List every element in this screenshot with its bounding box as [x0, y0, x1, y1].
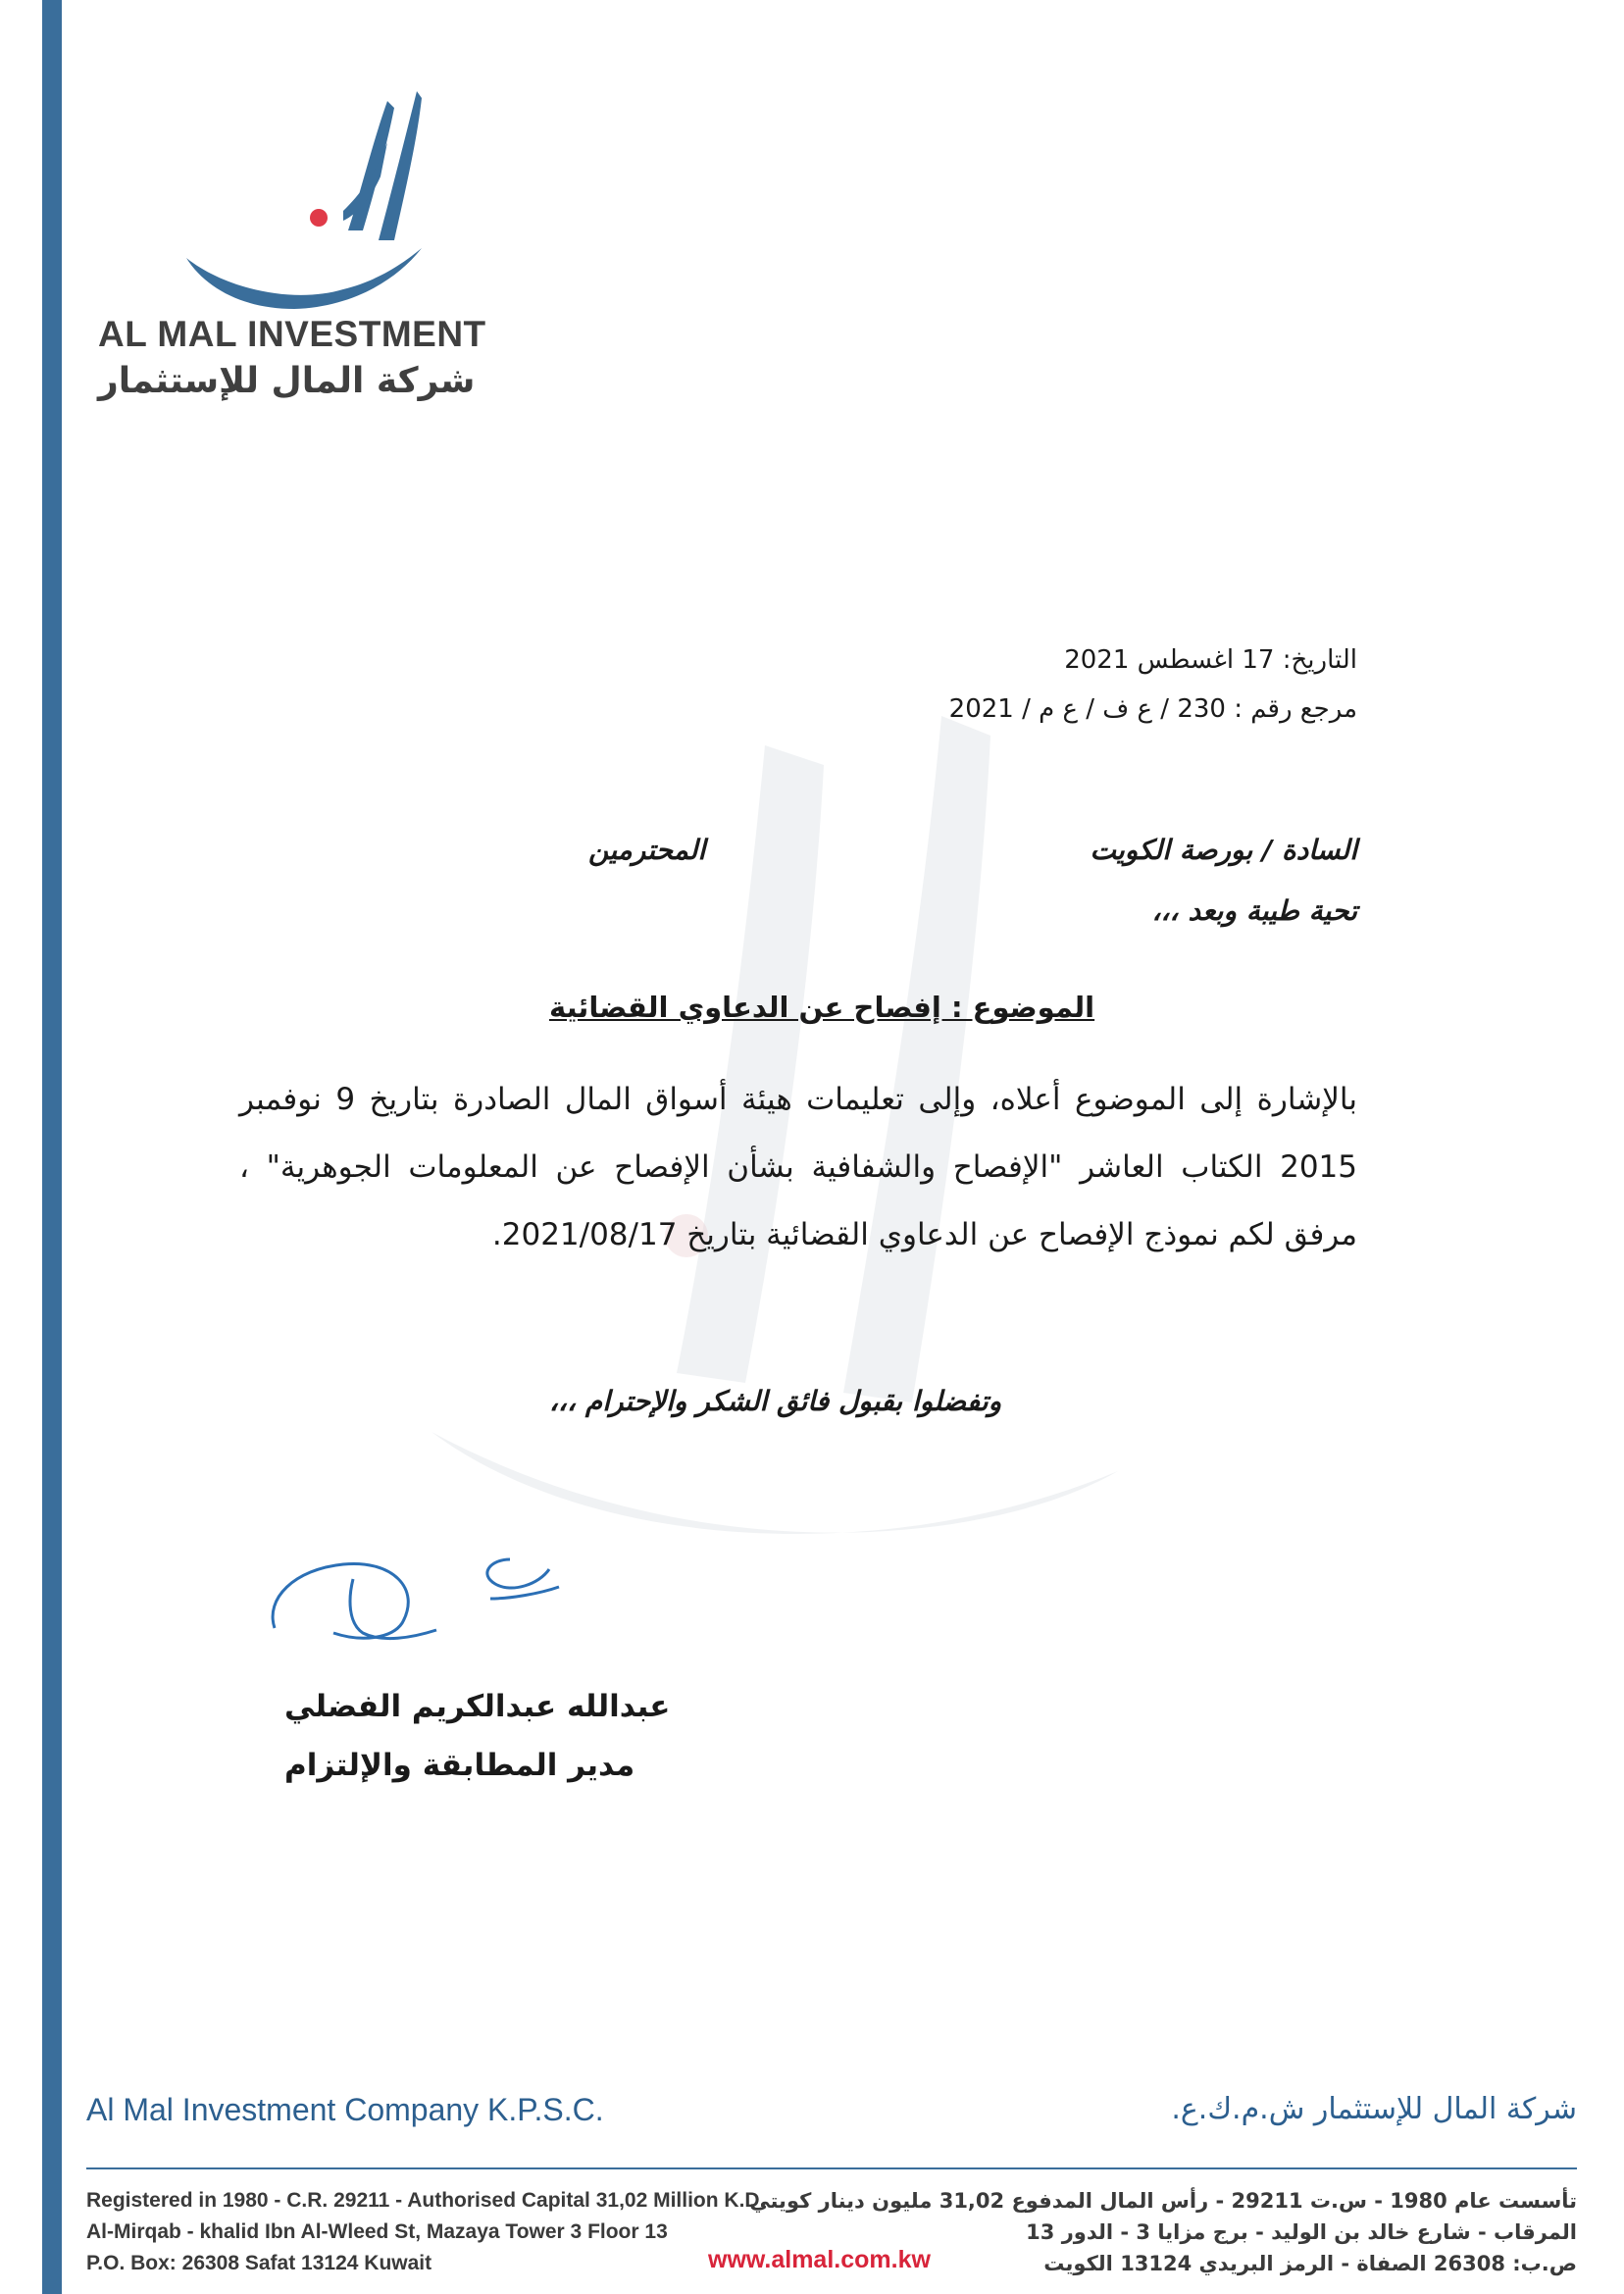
logo-mark-icon: [186, 83, 422, 314]
footer-company-ar: شركة المال للإستثمار ش.م.ك.ع.: [1171, 2092, 1577, 2126]
greeting: تحية طيبة وبعد ،،،: [1151, 894, 1357, 927]
footer-ar-line-2: المرقاب - شارع خالد بن الوليد - برج مزايا 3 - الدور 13: [1026, 2220, 1577, 2244]
closing-line: وتفضلوا بقبول فائق الشكر والإحترام ،،،: [549, 1385, 1002, 1417]
signer-name: عبدالله عبدالكريم الفضلي: [284, 1689, 671, 1724]
company-logo: [93, 83, 505, 417]
signature-icon: [255, 1540, 569, 1667]
body-line-2: 2015 الكتاب العاشر "الإفصاح والشفافية بشأن الإفصاح عن المعلومات الجوهرية" ،: [239, 1149, 1357, 1185]
footer-divider: [86, 2167, 1577, 2169]
footer-ar-line-3: ص.ب: 26308 الصفاة - الرمز البريدي 13124 الكويت: [1043, 2252, 1577, 2275]
addressee: السادة / بورصة الكويت: [1090, 834, 1357, 866]
body-line-3: مرفق لكم نموذج الإفصاح عن الدعاوي القضائية بتاريخ 2021/08/17.: [491, 1217, 1357, 1252]
footer-en-line-1: Registered in 1980 - C.R. 29211 - Authorised Capital 31,02 Million K.D.: [86, 2189, 766, 2212]
footer-company-en: Al Mal Investment Company K.P.S.C.: [86, 2092, 604, 2127]
sidebar-accent-bar: [42, 0, 62, 2294]
footer-ar-line-1: تأسست عام 1980 - س.ت 29211 - رأس المال المدفوع 31,02 مليون دينار كويتي: [749, 2189, 1577, 2213]
footer-en-line-2: Al-Mirqab - khalid Ibn Al-Wleed St, Mazaya Tower 3 Floor 13: [86, 2220, 668, 2243]
footer-en-line-3: P.O. Box: 26308 Safat 13124 Kuwait: [86, 2252, 432, 2274]
website-link[interactable]: www.almal.com.kw: [708, 2246, 931, 2273]
body-line-1: بالإشارة إلى الموضوع أعلاه، وإلى تعليمات هيئة أسواق المال الصادرة بتاريخ 9 نوفمبر: [239, 1082, 1358, 1117]
logo-text-ar: شركة المال للإستثمار: [98, 361, 476, 401]
logo-text-en: AL MAL INVESTMENT: [98, 314, 486, 354]
addressee-honorific: المحترمين: [588, 834, 706, 866]
signer-title: مدير المطابقة والإلتزام: [284, 1748, 635, 1783]
letter-subject: الموضوع : إفصاح عن الدعاوي القضائية: [549, 991, 1095, 1024]
letter-reference: مرجع رقم : 230 / ع ف / ع م / 2021: [948, 694, 1357, 724]
letter-date: التاريخ: 17 اغسطس 2021: [1064, 645, 1357, 675]
